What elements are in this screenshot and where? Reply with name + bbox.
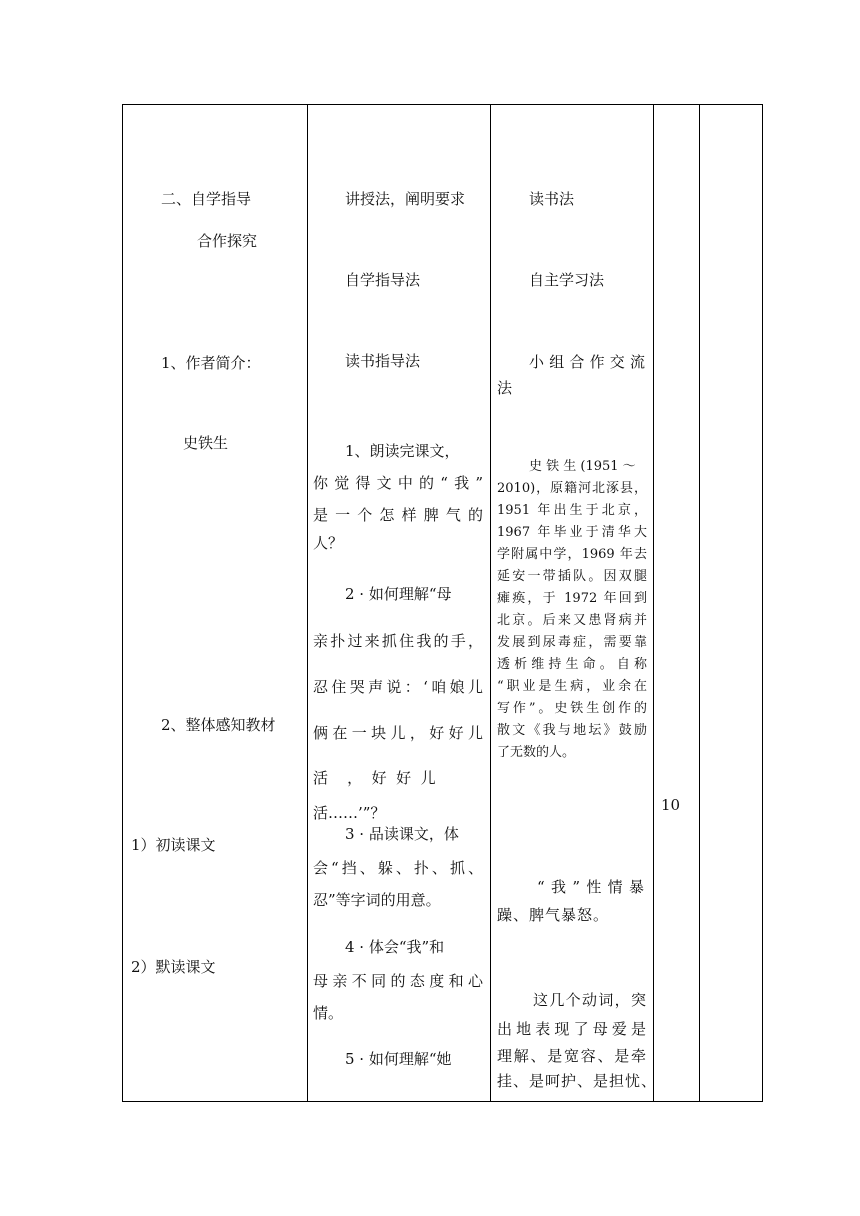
question-4 — [313, 930, 483, 1028]
question-line: 会“挡、躲、扑、抓、 — [313, 859, 483, 877]
bio-line: 发展到尿毒症，需要靠 — [497, 635, 647, 650]
column-divider — [699, 105, 700, 1101]
bio-line: 北京。后来又患肾病并 — [497, 613, 647, 628]
first-read-label: 1）初读课文 — [131, 836, 216, 854]
question-line: 2 · 如何理解“母 — [345, 585, 452, 603]
bio-line: “职业是生病，业余在 — [497, 679, 647, 694]
bio-line: 散文《我与地坛》鼓励 — [497, 723, 647, 738]
learning-method-line: 法 — [497, 379, 513, 397]
verbs-answer — [497, 985, 658, 1093]
teaching-method-reading: 读书指导法 — [345, 352, 421, 370]
answer-line: 挂、是呵护、是担忧、 — [497, 1072, 658, 1090]
bio-line: 2010)，原籍河北涿县， — [497, 481, 647, 496]
question-line: 活 ， 好 好 儿 — [313, 769, 436, 787]
answer-line: 这几个动词，突 — [533, 991, 647, 1009]
question-line: 你觉得文中的“我” — [313, 474, 483, 492]
question-line: 忍”等字词的用意。 — [313, 891, 441, 909]
teaching-method-lecture: 讲授法，阐明要求 — [345, 190, 466, 208]
bio-line: 学附属中学，1969 年去 — [497, 547, 647, 562]
question-2 — [313, 570, 483, 826]
overall-perception-label: 2、整体感知教材 — [161, 716, 276, 734]
question-line: 忍住哭声说：‘咱娘儿 — [313, 678, 483, 696]
section-title: 二、自学指导 — [161, 190, 252, 208]
temper-answer — [497, 873, 645, 929]
learning-method-line: 小组合作交流 — [529, 353, 645, 371]
question-line: 母亲不同的态度和心 — [313, 972, 483, 990]
answer-line: 出地表现了母爱是 — [497, 1020, 647, 1038]
bio-line: 史 铁 生 (1951 ～ — [529, 459, 636, 474]
column-divider — [490, 105, 491, 1101]
question-line: 1、朗读完课文， — [345, 442, 460, 460]
question-line: 3 · 品读课文，体 — [345, 825, 459, 843]
lesson-plan-table — [122, 104, 763, 1102]
bio-line: 写作”。史铁生创作的 — [497, 701, 647, 716]
question-line: 俩在一块儿，好好儿 — [313, 724, 483, 742]
question-line: 亲扑过来抓住我的手， — [313, 632, 483, 650]
column-divider — [307, 105, 308, 1101]
bio-line: 了无数的人。 — [497, 745, 576, 760]
question-line: 情。 — [313, 1004, 344, 1022]
author-intro-label: 1、作者简介： — [161, 354, 261, 372]
question-3 — [313, 817, 483, 915]
section-subtitle: 合作探究 — [197, 232, 258, 250]
learning-method-reading: 读书法 — [529, 190, 575, 208]
learning-method-autonomous: 自主学习法 — [529, 271, 605, 289]
question-1 — [313, 435, 483, 555]
column-divider — [653, 105, 654, 1101]
teaching-method-guidance: 自学指导法 — [345, 271, 421, 289]
answer-line: 理解、是宽容、是牵 — [497, 1047, 647, 1065]
author-biography — [497, 456, 647, 764]
bio-line: 透析维持生命。自称 — [497, 657, 647, 672]
question-line: 是一个怎样脾气的 — [313, 506, 483, 524]
bio-line: 延安一带插队。因双腿 — [497, 569, 647, 584]
question-line: 人？ — [313, 534, 344, 552]
time-minutes: 10 — [661, 796, 681, 814]
answer-line: 躁、脾气暴怒。 — [497, 906, 610, 924]
learning-method-group — [497, 349, 645, 401]
bio-line: 瘫痪，于 1972 年回到 — [497, 591, 647, 606]
silent-read-label: 2）默读课文 — [131, 958, 216, 976]
question-line: 活……’”？ — [313, 804, 386, 822]
question-line: 4 · 体会“我”和 — [345, 938, 445, 956]
question-5: 5 · 如何理解“她 — [345, 1050, 452, 1068]
author-name: 史铁生 — [183, 434, 229, 452]
bio-line: 1951 年出生于北京， — [497, 503, 647, 518]
answer-line: “我”性情暴 — [537, 878, 645, 896]
bio-line: 1967 年毕业于清华大 — [497, 525, 647, 540]
